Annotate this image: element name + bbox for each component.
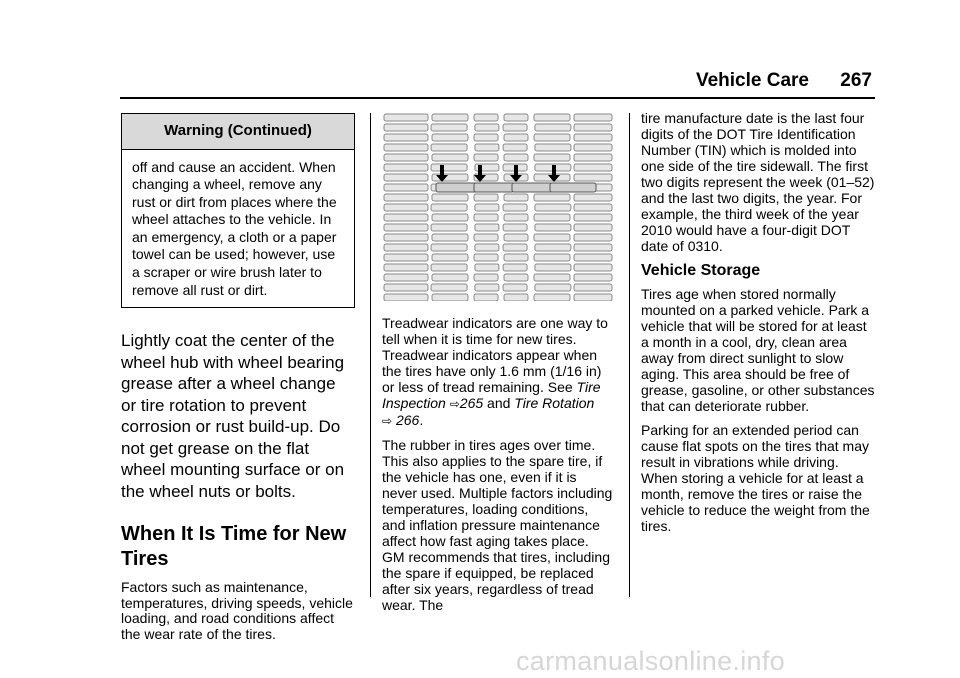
tread-block (534, 134, 570, 141)
page-ref-266[interactable]: 266 (395, 412, 420, 428)
watermark: carmanualsonline.info (516, 646, 785, 676)
tread-block (574, 164, 612, 171)
tread-block (432, 294, 468, 301)
tire-tread-pattern (384, 114, 612, 301)
section-heading-new-tires: When It Is Time for New Tires (121, 523, 347, 571)
wear-bar (474, 183, 514, 192)
treadwear-indicator-illustration (382, 113, 614, 301)
tire-aging-paragraph: The rubber in tires ages over time. This also applies to the spare tire, if the vehicle has one, even if it is never used. Multiple factors including temperatures, loading conditions, and inflation pressure maintenance affect how fast aging takes place. GM recommends that tires, including the spare if equipped, be replaced after six years, regardless of tread wear. The (382, 437, 613, 613)
tread-block (504, 154, 528, 161)
tread-block (384, 204, 428, 211)
tread-block (475, 284, 499, 291)
section-title: Vehicle Care (695, 70, 810, 91)
tread-block (535, 224, 571, 231)
tread-block (474, 154, 498, 161)
tread-block (504, 194, 528, 201)
tread-block (384, 154, 428, 161)
tread-block (384, 234, 428, 241)
tread-block (534, 234, 570, 241)
tread-block (474, 294, 498, 301)
tread-block (475, 124, 499, 131)
tread-block (534, 194, 570, 201)
tread-block (475, 204, 499, 211)
tread-block (384, 144, 428, 151)
column-left (121, 113, 355, 642)
tread-block (535, 244, 571, 251)
tread-block (432, 254, 468, 261)
tread-block (574, 224, 612, 231)
tread-block (384, 264, 428, 271)
tread-block (384, 294, 428, 301)
column-divider (629, 113, 630, 597)
tread-block (474, 194, 498, 201)
tread-block (574, 144, 612, 151)
tread-block (384, 224, 428, 231)
tread-block (574, 214, 612, 221)
tread-block (384, 114, 428, 121)
dot-date-paragraph: tire manufacture date is the last four digits of the DOT Tire Identification Number (TIN) which is molded into one side of the tire sidewall. The first two digits represent the week (01–52) and the last two digits, the year. For example, the third week of the year 2010 would have a four-digit DOT date of 0310. (641, 110, 875, 254)
page-ref-icon: ⇨ (382, 414, 393, 428)
section-heading-vehicle-storage: Vehicle Storage (641, 262, 761, 279)
tread-block (475, 264, 499, 271)
tread-block (574, 134, 612, 141)
tread-block (475, 144, 499, 151)
tread-block (431, 144, 467, 151)
tread-block (534, 154, 570, 161)
tread-block (384, 134, 428, 141)
tread-block (574, 294, 612, 301)
tread-block (574, 274, 612, 281)
tread-block (432, 274, 468, 281)
tread-block (504, 254, 528, 261)
tread-block (432, 234, 468, 241)
page-ref-icon: ⇨ (449, 397, 460, 411)
tread-block (432, 134, 468, 141)
treadwear-paragraph: Treadwear indicators are one way to tell when it is time for new tires. Treadwear indicators appear when the tires have only 1.6 mm (1/16 in) or less of tread remaining. See Tire Inspection ⇨265 and Tire Rotation ⇨ 266. (382, 315, 608, 428)
tread-block (574, 234, 612, 241)
tread-block (475, 244, 499, 251)
column-right (641, 110, 877, 542)
tread-block (574, 174, 612, 181)
tread-block (384, 254, 428, 261)
warning-title: Warning (Continued) (122, 114, 354, 150)
tread-block (474, 254, 498, 261)
tread-block (432, 194, 468, 201)
warning-text: off and cause an accident. When changing a wheel, remove any rust or dirt from places where the wheel attaches to the vehicle. In an emergency, a cloth or a paper towel can be used; however, use a scraper or wire brush later to remove all rust or dirt. (132, 158, 337, 298)
tread-block (384, 214, 428, 221)
tread-block (535, 284, 571, 291)
tread-block (474, 234, 498, 241)
tread-block (474, 274, 498, 281)
link-tire-rotation[interactable]: Tire Rotation (514, 395, 595, 411)
tread-block (504, 114, 528, 121)
tread-block (384, 244, 428, 251)
tread-block (503, 144, 527, 151)
tread-block (574, 124, 612, 131)
tread-block (503, 204, 527, 211)
tread-block (474, 214, 498, 221)
tread-block (431, 124, 467, 131)
tread-block (535, 264, 571, 271)
wear-bar (512, 183, 556, 192)
tread-block (432, 154, 468, 161)
wear-bar (550, 183, 596, 192)
tread-block (384, 174, 428, 181)
tread-block (432, 114, 468, 121)
wear-factors-paragraph: Factors such as maintenance, temperatures, driving speeds, vehicle loading, and road conditions affect the wear rate of the tires. (121, 579, 353, 642)
page-number: 267 (840, 70, 872, 91)
tread-block (475, 224, 499, 231)
tread-block (384, 194, 428, 201)
tread-block (535, 204, 571, 211)
tread-block (503, 264, 527, 271)
tread-block (534, 294, 570, 301)
tread-block (431, 244, 467, 251)
tread-block (384, 164, 428, 171)
warning-box (121, 113, 355, 308)
tread-block (534, 254, 570, 261)
column-middle (382, 113, 614, 621)
storage-paragraph: Tires age when stored normally mounted on a parked vehicle. Park a vehicle that will be stored for at least a month in a cool, dry, clean area away from direct sunlight to slow aging. This area should be free of grease, gasoline, or other substances that can deteriorate rubber. (641, 285, 875, 414)
tread-block (431, 204, 467, 211)
tread-block (432, 214, 468, 221)
tread-block (574, 254, 612, 261)
tread-block (431, 264, 467, 271)
tread-block (503, 284, 527, 291)
tread-block (504, 294, 528, 301)
tread-block (504, 274, 528, 281)
tread-block (574, 284, 612, 291)
tread-block (474, 114, 498, 121)
column-divider (370, 113, 371, 597)
tread-block (574, 264, 612, 271)
tread-block (384, 184, 428, 191)
wheel-hub-paragraph: Lightly coat the center of the wheel hub with wheel bearing grease after a wheel change or tire rotation to prevent corrosion or rust build-up. Do not get grease on the flat wheel mounting surface or on the wheel nuts or bolts. (121, 331, 345, 501)
tread-block (503, 244, 527, 251)
tread-block (384, 124, 428, 131)
tread-block (431, 224, 467, 231)
tread-block (534, 274, 570, 281)
tread-block (535, 144, 571, 151)
link-tire-inspection[interactable]: Tire Inspection (382, 379, 601, 411)
tread-block (574, 194, 612, 201)
parking-paragraph: Parking for an extended period can cause flat spots on the tires that may result in vibrations while driving. When storing a vehicle for at least a month, remove the tires or raise the vehicle to reduce the weight from the tires. (641, 421, 870, 534)
tread-block (534, 214, 570, 221)
tread-block (574, 204, 612, 211)
tread-block (503, 124, 527, 131)
tread-block (384, 284, 428, 291)
tread-block (574, 154, 612, 161)
tread-block (384, 274, 428, 281)
page-ref-265[interactable]: 265 (459, 395, 484, 411)
tread-block (535, 124, 571, 131)
tread-block (504, 214, 528, 221)
tread-block (534, 114, 570, 121)
tread-block (504, 234, 528, 241)
tread-block (574, 244, 612, 251)
tread-block (431, 164, 467, 171)
tread-block (503, 224, 527, 231)
tread-block (474, 134, 498, 141)
tread-block (574, 114, 612, 121)
tread-block (431, 284, 467, 291)
tread-block (504, 134, 528, 141)
header-rule (120, 97, 875, 99)
page-header (696, 70, 872, 92)
